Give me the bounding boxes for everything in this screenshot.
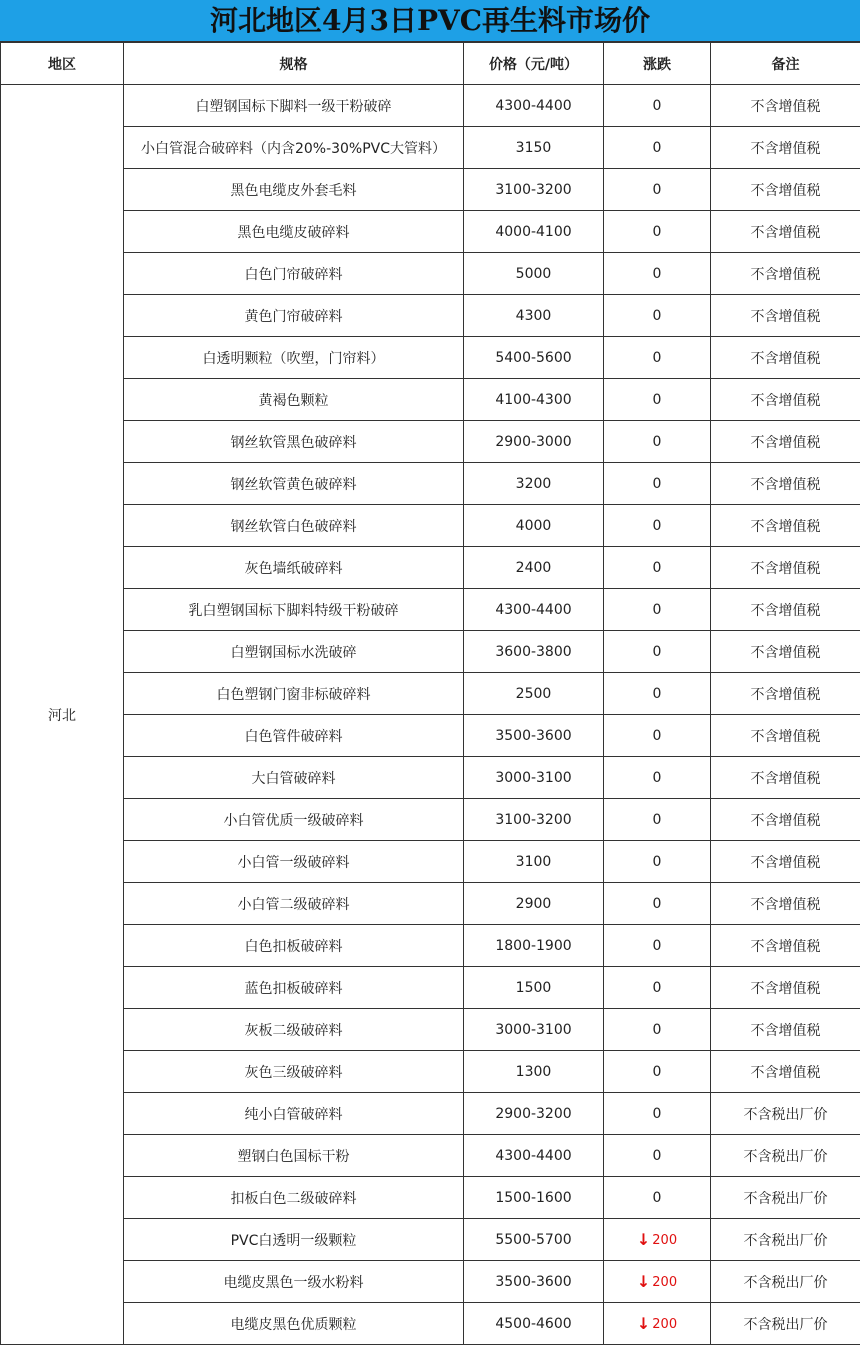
table-row — [1, 1177, 860, 1219]
down-arrow-icon: ↓ — [636, 1314, 651, 1333]
change-cell: 0 — [604, 589, 711, 631]
price-cell: 3200 — [464, 463, 604, 505]
spec-cell: 钢丝软管黄色破碎料 — [124, 463, 464, 505]
table-row — [1, 1261, 860, 1303]
price-cell: 1300 — [464, 1051, 604, 1093]
spec-cell: 纯小白管破碎料 — [124, 1093, 464, 1135]
change-cell: 0 — [604, 1135, 711, 1177]
spec-cell: 白色塑钢门窗非标破碎料 — [124, 673, 464, 715]
table-row — [1, 253, 860, 295]
price-cell: 3600-3800 — [464, 631, 604, 673]
price-cell: 4300-4400 — [464, 589, 604, 631]
change-cell: 0 — [604, 211, 711, 253]
price-cell: 1500 — [464, 967, 604, 1009]
price-cell: 2900-3200 — [464, 1093, 604, 1135]
change-cell: 0 — [604, 841, 711, 883]
spec-cell: PVC白透明一级颗粒 — [124, 1219, 464, 1261]
table-row — [1, 1303, 860, 1345]
spec-cell: 黄色门帘破碎料 — [124, 295, 464, 337]
spec-cell: 蓝色扣板破碎料 — [124, 967, 464, 1009]
note-cell: 不含增值税 — [711, 211, 860, 253]
note-cell: 不含增值税 — [711, 757, 860, 799]
price-cell: 5400-5600 — [464, 337, 604, 379]
price-cell: 3500-3600 — [464, 715, 604, 757]
table-row — [1, 631, 860, 673]
table-row — [1, 85, 860, 127]
table-row — [1, 379, 860, 421]
table-row — [1, 589, 860, 631]
table-row — [1, 421, 860, 463]
spec-cell: 黑色电缆皮破碎料 — [124, 211, 464, 253]
change-value: 200 — [652, 1233, 678, 1248]
change-cell: 0 — [604, 505, 711, 547]
spec-cell: 塑钢白色国标干粉 — [124, 1135, 464, 1177]
note-cell: 不含税出厂价 — [711, 1093, 860, 1135]
spec-cell: 白色管件破碎料 — [124, 715, 464, 757]
note-cell: 不含增值税 — [711, 169, 860, 211]
note-cell: 不含增值税 — [711, 1009, 860, 1051]
spec-cell: 灰板二级破碎料 — [124, 1009, 464, 1051]
table-row — [1, 463, 860, 505]
price-table — [0, 42, 860, 1345]
spec-cell: 钢丝软管黑色破碎料 — [124, 421, 464, 463]
note-cell: 不含增值税 — [711, 841, 860, 883]
change-cell: 0 — [604, 715, 711, 757]
spec-cell: 大白管破碎料 — [124, 757, 464, 799]
note-cell: 不含增值税 — [711, 337, 860, 379]
price-cell: 4300-4400 — [464, 85, 604, 127]
change-cell — [604, 1261, 711, 1303]
table-row — [1, 841, 860, 883]
note-cell: 不含增值税 — [711, 253, 860, 295]
note-cell: 不含增值税 — [711, 589, 860, 631]
price-cell: 3500-3600 — [464, 1261, 604, 1303]
note-cell: 不含税出厂价 — [711, 1177, 860, 1219]
table-row — [1, 967, 860, 1009]
table-row — [1, 1009, 860, 1051]
price-cell: 4300-4400 — [464, 1135, 604, 1177]
change-cell: 0 — [604, 379, 711, 421]
spec-cell: 白色门帘破碎料 — [124, 253, 464, 295]
note-cell: 不含增值税 — [711, 295, 860, 337]
spec-cell: 小白管混合破碎料（内含20%-30%PVC大管料） — [124, 127, 464, 169]
change-cell: 0 — [604, 85, 711, 127]
note-cell: 不含增值税 — [711, 673, 860, 715]
price-cell: 3100-3200 — [464, 169, 604, 211]
price-cell: 2400 — [464, 547, 604, 589]
table-row — [1, 1051, 860, 1093]
change-cell: 0 — [604, 1093, 711, 1135]
table-row — [1, 883, 860, 925]
spec-cell: 电缆皮黑色优质颗粒 — [124, 1303, 464, 1345]
note-cell: 不含增值税 — [711, 1051, 860, 1093]
spec-cell: 白塑钢国标下脚料一级干粉破碎 — [124, 85, 464, 127]
spec-cell: 小白管一级破碎料 — [124, 841, 464, 883]
price-cell: 3000-3100 — [464, 1009, 604, 1051]
spec-cell: 白透明颗粒（吹塑，门帘料） — [124, 337, 464, 379]
note-cell: 不含增值税 — [711, 715, 860, 757]
down-arrow-icon: ↓ — [636, 1230, 651, 1249]
table-row — [1, 715, 860, 757]
change-cell: 0 — [604, 463, 711, 505]
spec-cell: 电缆皮黑色一级水粉料 — [124, 1261, 464, 1303]
table-row — [1, 1135, 860, 1177]
table-body — [1, 85, 860, 1345]
table-row — [1, 505, 860, 547]
table-row — [1, 295, 860, 337]
header-row — [1, 43, 860, 85]
table-row — [1, 1219, 860, 1261]
change-value: 200 — [652, 1275, 678, 1290]
note-cell: 不含增值税 — [711, 505, 860, 547]
spec-cell: 小白管优质一级破碎料 — [124, 799, 464, 841]
note-cell: 不含增值税 — [711, 631, 860, 673]
price-cell: 3100-3200 — [464, 799, 604, 841]
change-cell: 0 — [604, 127, 711, 169]
note-cell: 不含税出厂价 — [711, 1135, 860, 1177]
table-row — [1, 337, 860, 379]
change-cell: 0 — [604, 1009, 711, 1051]
change-cell — [604, 1219, 711, 1261]
change-cell: 0 — [604, 337, 711, 379]
region-cell: 河北 — [1, 85, 124, 1345]
note-cell: 不含增值税 — [711, 799, 860, 841]
price-cell: 4000-4100 — [464, 211, 604, 253]
table-row — [1, 925, 860, 967]
price-cell: 5500-5700 — [464, 1219, 604, 1261]
change-cell: 0 — [604, 421, 711, 463]
note-cell: 不含税出厂价 — [711, 1261, 860, 1303]
spec-cell: 钢丝软管白色破碎料 — [124, 505, 464, 547]
price-cell: 2500 — [464, 673, 604, 715]
note-cell: 不含增值税 — [711, 547, 860, 589]
table-row — [1, 211, 860, 253]
price-cell: 4500-4600 — [464, 1303, 604, 1345]
table-row — [1, 1093, 860, 1135]
change-cell: 0 — [604, 757, 711, 799]
page-title: 河北地区4月3日PVC再生料市场价 — [0, 0, 860, 42]
change-cell: 0 — [604, 1177, 711, 1219]
change-cell: 0 — [604, 883, 711, 925]
change-value: 200 — [652, 1317, 678, 1332]
spec-cell: 白塑钢国标水洗破碎 — [124, 631, 464, 673]
note-cell: 不含增值税 — [711, 925, 860, 967]
spec-cell: 白色扣板破碎料 — [124, 925, 464, 967]
table-row — [1, 673, 860, 715]
change-cell — [604, 1303, 711, 1345]
change-cell: 0 — [604, 631, 711, 673]
note-cell: 不含增值税 — [711, 967, 860, 1009]
spec-cell: 黄褐色颗粒 — [124, 379, 464, 421]
change-cell: 0 — [604, 967, 711, 1009]
note-cell: 不含增值税 — [711, 883, 860, 925]
header-price: 价格（元/吨） — [464, 43, 604, 85]
spec-cell: 黑色电缆皮外套毛料 — [124, 169, 464, 211]
change-cell: 0 — [604, 799, 711, 841]
note-cell: 不含税出厂价 — [711, 1219, 860, 1261]
price-cell: 4100-4300 — [464, 379, 604, 421]
price-cell: 5000 — [464, 253, 604, 295]
spec-cell: 扣板白色二级破碎料 — [124, 1177, 464, 1219]
price-cell: 3000-3100 — [464, 757, 604, 799]
note-cell: 不含税出厂价 — [711, 1303, 860, 1345]
header-region: 地区 — [1, 43, 124, 85]
note-cell: 不含增值税 — [711, 379, 860, 421]
change-cell: 0 — [604, 169, 711, 211]
header-change: 涨跌 — [604, 43, 711, 85]
change-cell: 0 — [604, 295, 711, 337]
price-cell: 4300 — [464, 295, 604, 337]
spec-cell: 乳白塑钢国标下脚料特级干粉破碎 — [124, 589, 464, 631]
down-arrow-icon: ↓ — [636, 1272, 651, 1291]
table-row — [1, 547, 860, 589]
price-cell: 2900-3000 — [464, 421, 604, 463]
price-cell: 3150 — [464, 127, 604, 169]
price-cell: 4000 — [464, 505, 604, 547]
note-cell: 不含增值税 — [711, 127, 860, 169]
spec-cell: 灰色三级破碎料 — [124, 1051, 464, 1093]
change-cell: 0 — [604, 925, 711, 967]
header-note: 备注 — [711, 43, 860, 85]
price-cell: 1500-1600 — [464, 1177, 604, 1219]
table-row — [1, 169, 860, 211]
spec-cell: 小白管二级破碎料 — [124, 883, 464, 925]
note-cell: 不含增值税 — [711, 421, 860, 463]
note-cell: 不含增值税 — [711, 85, 860, 127]
price-cell: 1800-1900 — [464, 925, 604, 967]
table-row — [1, 799, 860, 841]
table-row — [1, 757, 860, 799]
table-row — [1, 127, 860, 169]
change-cell: 0 — [604, 1051, 711, 1093]
spec-cell: 灰色墙纸破碎料 — [124, 547, 464, 589]
price-cell: 2900 — [464, 883, 604, 925]
note-cell: 不含增值税 — [711, 463, 860, 505]
header-spec: 规格 — [124, 43, 464, 85]
price-cell: 3100 — [464, 841, 604, 883]
change-cell: 0 — [604, 673, 711, 715]
change-cell: 0 — [604, 253, 711, 295]
change-cell: 0 — [604, 547, 711, 589]
